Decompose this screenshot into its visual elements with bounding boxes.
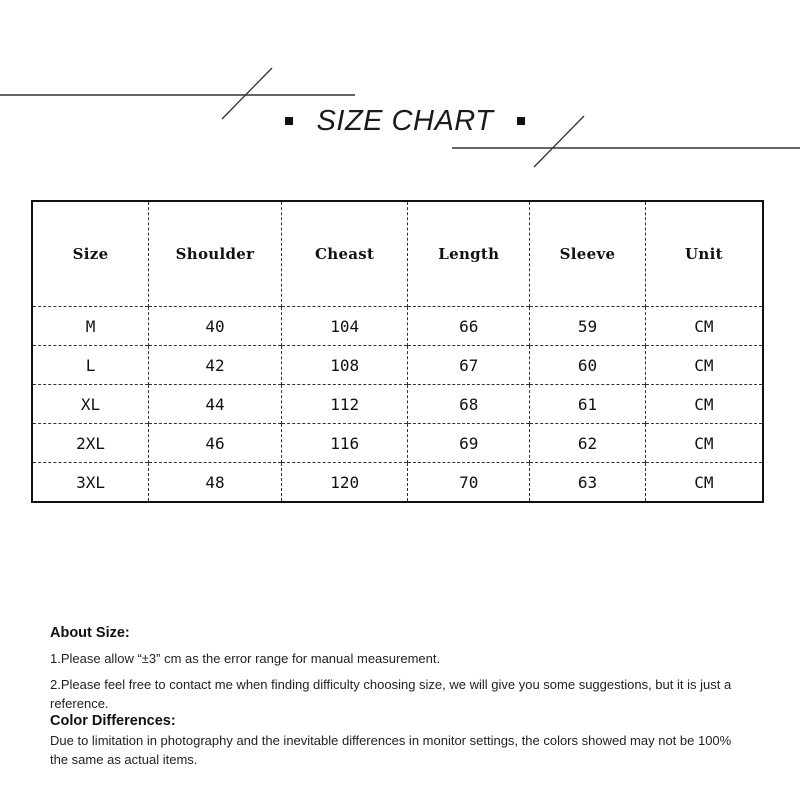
cell-chest: 116 [281, 424, 408, 463]
cell-size: 2XL [32, 424, 149, 463]
cell-size: L [32, 346, 149, 385]
about-size-heading: About Size: [50, 625, 130, 641]
cell-unit: CM [645, 385, 763, 424]
cell-chest: 104 [281, 307, 408, 346]
about-size-note-1: 1.Please allow “±3” cm as the error range for manual measurement. [50, 651, 441, 666]
right-slash-line [534, 116, 584, 167]
header-size: Size [72, 245, 109, 263]
cell-unit: CM [645, 424, 763, 463]
square-bullet-icon [517, 117, 525, 125]
page-title: SIZE CHART [316, 104, 494, 137]
table-row [32, 307, 763, 346]
cell-chest: 120 [281, 463, 408, 503]
cell-length: 69 [408, 424, 530, 463]
cell-shoulder: 42 [149, 346, 282, 385]
color-differences-note: Due to limitation in photography and the inevitable differences in monitor settings, the colors showed may not be 100% the same as actual items. [50, 733, 732, 767]
cell-shoulder: 48 [149, 463, 282, 503]
cell-sleeve: 61 [530, 385, 646, 424]
cell-length: 66 [408, 307, 530, 346]
cell-chest: 112 [281, 385, 408, 424]
cell-sleeve: 59 [530, 307, 646, 346]
cell-length: 70 [408, 463, 530, 503]
cell-sleeve: 60 [530, 346, 646, 385]
left-slash-line [222, 68, 272, 119]
color-differences-heading: Color Differences: [50, 713, 176, 729]
cell-shoulder: 40 [149, 307, 282, 346]
cell-unit: CM [645, 307, 763, 346]
cell-chest: 108 [281, 346, 408, 385]
table-row [32, 346, 763, 385]
cell-sleeve: 62 [530, 424, 646, 463]
cell-size: M [32, 307, 149, 346]
title-block [270, 98, 540, 144]
cell-unit: CM [645, 346, 763, 385]
header-sleeve: Sleeve [530, 201, 646, 307]
about-size-note-2: 2.Please feel free to contact me when finding difficulty choosing size, we will give you some suggestions, but it is just a reference. [50, 677, 732, 711]
cell-shoulder: 44 [149, 385, 282, 424]
table-row [32, 463, 763, 503]
square-bullet-icon [285, 117, 293, 125]
cell-size: 3XL [32, 463, 149, 503]
cell-length: 67 [408, 346, 530, 385]
header-unit: Unit [645, 201, 763, 307]
notes-section [50, 624, 750, 769]
cell-unit: CM [645, 463, 763, 503]
cell-sleeve: 63 [530, 463, 646, 503]
header-chest: Cheast [281, 201, 408, 307]
cell-length: 68 [408, 385, 530, 424]
table-row [32, 424, 763, 463]
table-header-row [32, 201, 763, 307]
cell-size: XL [32, 385, 149, 424]
header-shoulder: Shoulder [149, 201, 282, 307]
header-length: Length [408, 201, 530, 307]
size-table [31, 200, 764, 503]
cell-shoulder: 46 [149, 424, 282, 463]
table-row [32, 385, 763, 424]
